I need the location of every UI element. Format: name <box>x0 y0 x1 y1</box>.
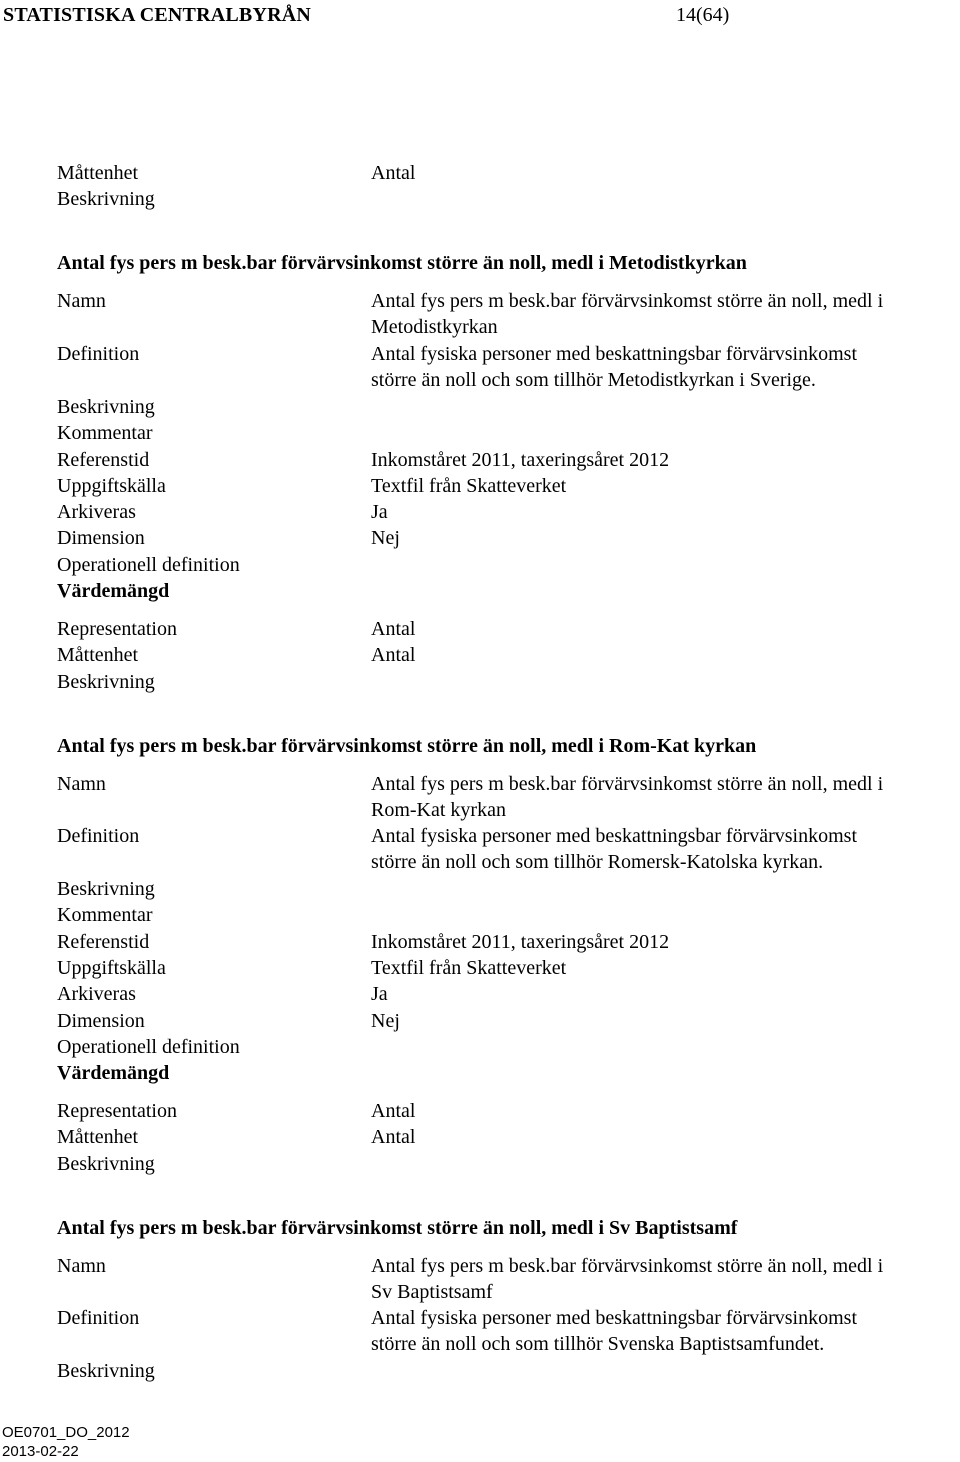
namn-value-line1: Antal fys pers m besk.bar förvärvsinkomst större än noll, medl i <box>371 1255 884 1277</box>
representation-label: Representation <box>57 1100 177 1122</box>
mattenhet-label: Måttenhet <box>57 1126 139 1148</box>
definition-label: Definition <box>57 825 140 847</box>
kommentar-label: Kommentar <box>57 904 153 926</box>
referenstid-label: Referenstid <box>57 931 150 953</box>
section-title: Antal fys pers m besk.bar förvärvsinkomst större än noll, medl i Sv Baptistsamf <box>57 1217 738 1239</box>
uppgiftskalla-value: Textfil från Skatteverket <box>371 475 567 497</box>
kommentar-label: Kommentar <box>57 422 153 444</box>
referenstid-value: Inkomståret 2011, taxeringsåret 2012 <box>371 449 670 471</box>
uppgiftskalla-label: Uppgiftskälla <box>57 957 166 979</box>
dimension-label: Dimension <box>57 1010 145 1032</box>
beskrivning-label: Beskrivning <box>57 671 155 693</box>
section-title: Antal fys pers m besk.bar förvärvsinkomst större än noll, medl i Rom-Kat kyrkan <box>57 735 757 757</box>
arkiveras-label: Arkiveras <box>57 983 136 1005</box>
arkiveras-value: Ja <box>371 501 388 523</box>
namn-label: Namn <box>57 1255 106 1277</box>
operationell-label: Operationell definition <box>57 554 240 576</box>
definition-value-line2: större än noll och som tillhör Romersk-Katolska kyrkan. <box>371 851 824 873</box>
document-code: OE0701_DO_2012 <box>2 1424 130 1441</box>
vardemangd-heading: Värdemängd <box>57 580 170 602</box>
beskrivning-label: Beskrivning <box>57 1153 155 1175</box>
document-date: 2013-02-22 <box>2 1443 79 1460</box>
arkiveras-label: Arkiveras <box>57 501 136 523</box>
beskrivning-label: Beskrivning <box>57 1360 155 1382</box>
organization-name: STATISTISKA CENTRALBYRÅN <box>3 4 312 26</box>
definition-value-line2: större än noll och som tillhör Svenska Baptistsamfundet. <box>371 1333 825 1355</box>
namn-label: Namn <box>57 290 106 312</box>
dimension-value: Nej <box>371 527 400 549</box>
referenstid-label: Referenstid <box>57 449 150 471</box>
uppgiftskalla-label: Uppgiftskälla <box>57 475 166 497</box>
dimension-value: Nej <box>371 1010 400 1032</box>
section-title: Antal fys pers m besk.bar förvärvsinkomst större än noll, medl i Metodistkyrkan <box>57 252 747 274</box>
mattenhet-label: Måttenhet <box>57 162 139 184</box>
namn-value-line2: Rom-Kat kyrkan <box>371 799 506 821</box>
namn-label: Namn <box>57 773 106 795</box>
representation-value: Antal <box>371 618 416 640</box>
namn-value-line2: Metodistkyrkan <box>371 316 498 338</box>
definition-label: Definition <box>57 343 140 365</box>
representation-label: Representation <box>57 618 177 640</box>
definition-value-line2: större än noll och som tillhör Metodistkyrkan i Sverige. <box>371 369 816 391</box>
beskrivning-label: Beskrivning <box>57 878 155 900</box>
mattenhet-value: Antal <box>371 162 416 184</box>
vardemangd-heading: Värdemängd <box>57 1062 170 1084</box>
page-number: 14(64) <box>676 4 730 26</box>
namn-value-line1: Antal fys pers m besk.bar förvärvsinkomst större än noll, medl i <box>371 773 884 795</box>
arkiveras-value: Ja <box>371 983 388 1005</box>
definition-value-line1: Antal fysiska personer med beskattningsbar förvärvsinkomst <box>371 1307 858 1329</box>
beskrivning-label: Beskrivning <box>57 188 155 210</box>
mattenhet-value: Antal <box>371 644 416 666</box>
definition-value-line1: Antal fysiska personer med beskattningsbar förvärvsinkomst <box>371 343 858 365</box>
mattenhet-value: Antal <box>371 1126 416 1148</box>
representation-value: Antal <box>371 1100 416 1122</box>
namn-value-line2: Sv Baptistsamf <box>371 1281 493 1303</box>
mattenhet-label: Måttenhet <box>57 644 139 666</box>
operationell-label: Operationell definition <box>57 1036 240 1058</box>
page-header <box>0 4 960 34</box>
uppgiftskalla-value: Textfil från Skatteverket <box>371 957 567 979</box>
beskrivning-label: Beskrivning <box>57 396 155 418</box>
referenstid-value: Inkomståret 2011, taxeringsåret 2012 <box>371 931 670 953</box>
definition-label: Definition <box>57 1307 140 1329</box>
namn-value-line1: Antal fys pers m besk.bar förvärvsinkomst större än noll, medl i <box>371 290 884 312</box>
dimension-label: Dimension <box>57 527 145 549</box>
definition-value-line1: Antal fysiska personer med beskattningsbar förvärvsinkomst <box>371 825 858 847</box>
